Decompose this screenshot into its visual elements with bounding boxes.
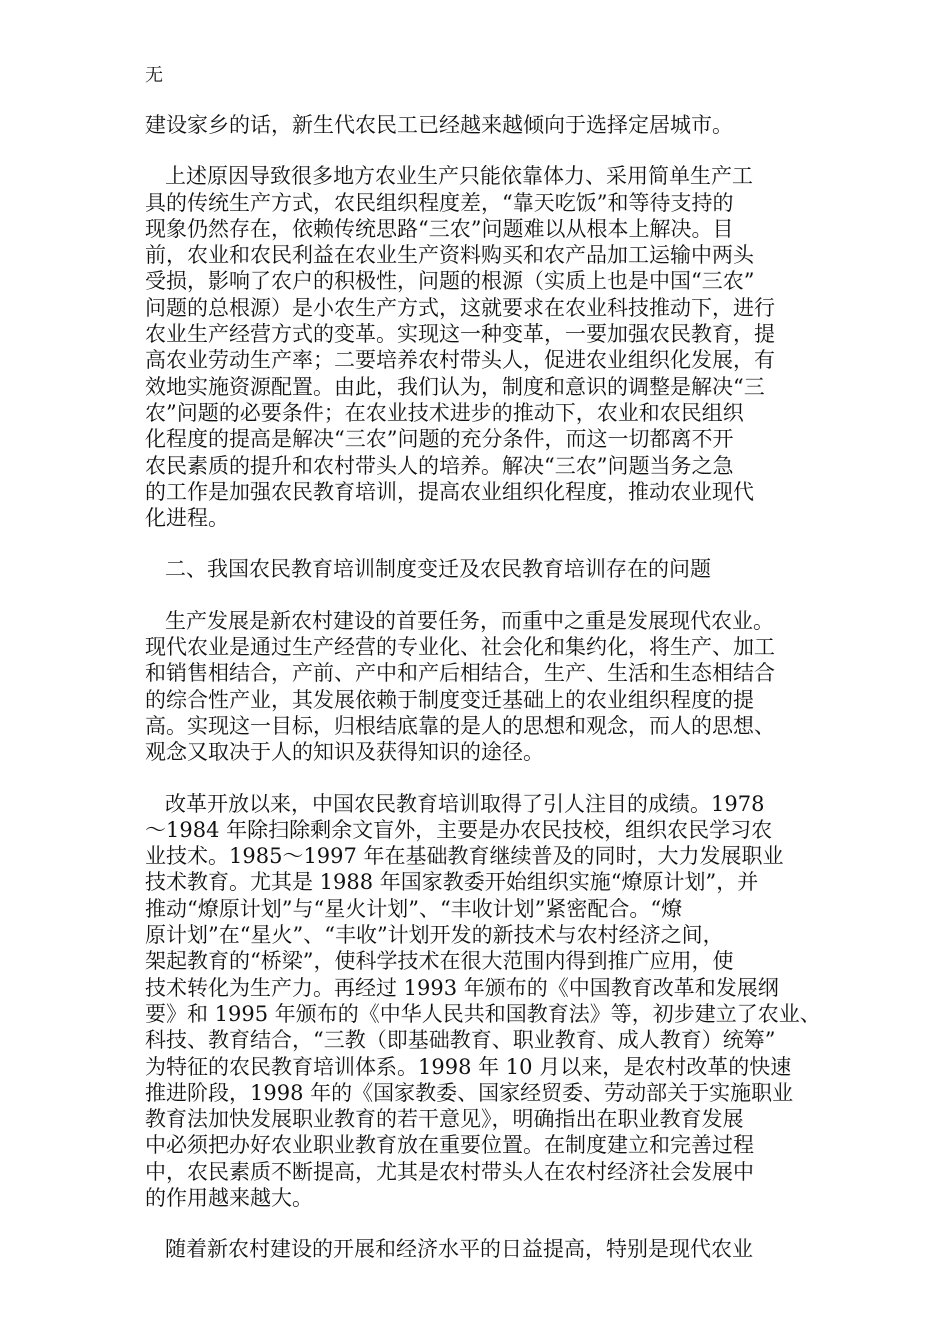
text-line: 化程度的提高是解决“三农”问题的充分条件，而这一切都离不开 (145, 427, 734, 452)
text-line: 建设家乡的话，新生代农民工已经越来越倾向于选择定居城市。 (145, 113, 733, 137)
text-line: 高农业劳动生产率；二要培养农村带头人，促进农业组织化发展，有 (145, 348, 775, 373)
text-line: 技术转化为生产力。再经过 1993 年颁布的《中国教育改革和发展纲 (145, 975, 779, 1000)
text-line: 效地实施资源配置。由此，我们认为，制度和意识的调整是解决“三 (145, 374, 765, 399)
text-line: 前，农业和农民利益在农业生产资料购买和农产品加工运输中两头 (145, 243, 754, 268)
text-line: 科技、教育结合，“三教（即基础教育、职业教育、成人教育）统筹” (145, 1028, 776, 1053)
paragraph-2 (145, 163, 805, 531)
text-line: 化进程。 (145, 506, 229, 531)
document-body (145, 112, 821, 1288)
text-line: 具的传统生产方式，农民组织程度差，“靠天吃饭”和等待支持的 (145, 190, 734, 215)
text-line: 原计划”在“星火”、“丰收”计划开发的新技术与农村经济之间， (145, 923, 724, 948)
text-line: 为特征的农民教育培训体系。1998 年 10 月以来，是农村改革的快速 (145, 1054, 792, 1079)
paragraph-4 (145, 791, 821, 1212)
text-line: 教育法加快发展职业教育的若干意见》，明确指出在职业教育发展 (145, 1107, 744, 1132)
text-line: ～1984 年除扫除剩余文盲外，主要是办农民技校，组织农民学习农 (145, 817, 773, 842)
text-line: 要》和 1995 年颁布的《中华人民共和国教育法》等，初步建立了农业、 (145, 1001, 821, 1026)
paragraph-3 (145, 608, 805, 766)
text-line: 受损，影响了农户的积极性，问题的根源（实质上也是中国“三农” (145, 269, 755, 294)
text-line: 改革开放以来，中国农民教育培训取得了引人注目的成绩。1978 (165, 791, 765, 816)
text-line: 业技术。1985～1997 年在基础教育继续普及的同时，大力发展职业 (145, 844, 784, 869)
text-line: 生产发展是新农村建设的首要任务，而重中之重是发展现代农业。 (165, 608, 774, 633)
text-line: 观念又取决于人的知识及获得知识的途径。 (145, 740, 544, 765)
text-line: 的综合性产业，其发展依赖于制度变迁基础上的农业组织程度的提 (145, 687, 754, 712)
text-line: 农民素质的提升和农村带头人的培养。解决“三农”问题当务之急 (145, 453, 734, 478)
text-line: 随着新农村建设的开展和经济水平的日益提高，特别是现代农业 (165, 1237, 753, 1262)
text-line: 架起教育的“桥梁”，使科学技术在很大范围内得到推广应用，使 (145, 949, 734, 974)
page-header: 无 (145, 65, 163, 86)
text-line: 的工作是加强农民教育培训，提高农业组织化程度，推动农业现代 (145, 479, 754, 504)
text-line: 和销售相结合，产前、产中和产后相结合，生产、生活和生态相结合 (145, 661, 775, 686)
paragraph-1 (145, 112, 805, 138)
text-line: 技术教育。尤其是 1988 年国家教委开始组织实施“燎原计划”，并 (145, 870, 759, 895)
text-line: 农”问题的必要条件；在农业技术进步的推动下，农业和农民组织 (145, 400, 744, 425)
text-line: 推进阶段，1998 年的《国家教委、国家经贸委、劳动部关于实施职业 (145, 1080, 794, 1105)
text-line: 上述原因导致很多地方农业生产只能依靠体力、采用简单生产工 (165, 164, 753, 189)
text-line: 现代农业是通过生产经营的专业化、社会化和集约化，将生产、加工 (145, 635, 775, 660)
text-line: 中，农民素质不断提高，尤其是农村带头人在农村经济社会发展中 (145, 1159, 754, 1184)
paragraph-5 (145, 1236, 805, 1262)
text-line: 中必须把办好农业职业教育放在重要位置。在制度建立和完善过程 (145, 1133, 754, 1158)
section-heading: 二、我国农民教育培训制度变迁及农民教育培训存在的问题 (165, 557, 711, 582)
text-line: 现象仍然存在，依赖传统思路“三农”问题难以从根本上解决。目 (145, 216, 734, 241)
text-line: 的作用越来越大。 (145, 1185, 313, 1210)
text-line: 问题的总根源）是小农生产方式，这就要求在农业科技推动下，进行 (145, 295, 775, 320)
text-line: 高。实现这一目标，归根结底靠的是人的思想和观念，而人的思想、 (145, 713, 775, 738)
text-line: 农业生产经营方式的变革。实现这一种变革，一要加强农民教育，提 (145, 322, 775, 347)
text-line: 推动“燎原计划”与“星火计划”、“丰收计划”紧密配合。“燎 (145, 896, 683, 921)
